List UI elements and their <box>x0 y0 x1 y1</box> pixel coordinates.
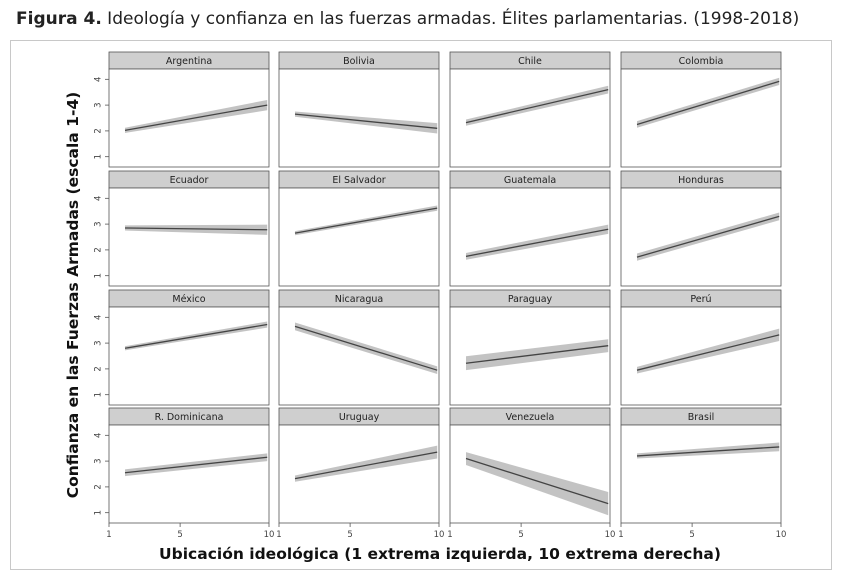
facet-strip-label: Venezuela <box>505 412 555 423</box>
facet-brasil <box>618 408 786 540</box>
facet-guatemala <box>450 171 610 286</box>
facet-strip-label: Nicaragua <box>334 294 384 305</box>
facet-r-dominicana <box>94 408 275 540</box>
facet-strip-label: Argentina <box>165 56 213 67</box>
facet-strip-label: Colombia <box>678 56 724 67</box>
figure-number: Figura 4. <box>16 9 102 29</box>
facet-chile <box>450 52 610 167</box>
facet-strip-label: El Salvador <box>332 175 386 186</box>
y-tick-label: 2 <box>93 366 104 372</box>
x-tick-label: 5 <box>689 530 695 540</box>
x-tick-label: 5 <box>347 530 353 540</box>
facet-colombia <box>621 52 781 167</box>
x-tick-label: 1 <box>276 530 282 540</box>
y-tick-label: 4 <box>93 432 104 439</box>
facet-strip-label: Paraguay <box>507 294 553 305</box>
facet-el-salvador <box>279 171 439 286</box>
y-tick-label: 3 <box>93 458 104 464</box>
x-tick-label: 1 <box>106 530 112 540</box>
facet-strip-label: R. Dominicana <box>154 412 224 423</box>
facet-strip-label: Honduras <box>678 175 724 186</box>
y-tick-label: 4 <box>93 195 104 202</box>
x-tick-label: 5 <box>518 530 524 540</box>
facet-strip-label: Bolivia <box>343 56 375 67</box>
x-axis-label: Ubicación ideológica (1 extrema izquierda, 10 extrema derecha) <box>159 545 721 563</box>
facet-strip-label: Brasil <box>687 412 715 423</box>
facet-méxico <box>94 290 270 405</box>
facet-strip-label: México <box>172 294 206 305</box>
y-tick-label: 4 <box>93 314 104 321</box>
x-tick-label: 10 <box>433 530 445 540</box>
y-tick-label: 1 <box>93 272 104 279</box>
facet-strip-label: Uruguay <box>338 412 380 423</box>
facet-nicaragua <box>279 290 439 405</box>
facet-plot-area <box>109 188 269 286</box>
y-tick-label: 4 <box>93 76 104 83</box>
x-tick-label: 10 <box>604 530 616 540</box>
facet-venezuela <box>447 408 615 540</box>
x-tick-label: 10 <box>263 530 275 540</box>
y-tick-label: 3 <box>93 340 104 346</box>
x-tick-label: 10 <box>775 530 787 540</box>
y-tick-label: 2 <box>93 247 104 253</box>
facet-strip-label: Ecuador <box>169 175 209 186</box>
figure-caption: Ideología y confianza en las fuerzas armadas. Élites parlamentarias. (1998-2018) <box>101 9 800 29</box>
facet-plot-area <box>109 307 269 405</box>
facet-honduras <box>621 171 781 286</box>
facet-bolivia <box>279 52 439 167</box>
y-tick-label: 1 <box>93 391 104 398</box>
facet-strip-label: Chile <box>518 56 542 67</box>
y-tick-label: 1 <box>93 509 104 516</box>
facet-ecuador <box>94 171 270 286</box>
facet-plot-area <box>621 69 781 167</box>
facet-argentina <box>94 52 270 167</box>
facet-uruguay <box>276 408 444 540</box>
facet-strip-label: Perú <box>690 294 712 305</box>
facet-plot-area <box>621 425 781 523</box>
y-tick-label: 3 <box>93 221 104 227</box>
y-tick-label: 1 <box>93 153 104 160</box>
x-tick-label: 1 <box>618 530 624 540</box>
facet-plot-area <box>279 307 439 405</box>
facet-panels <box>94 52 787 540</box>
x-tick-label: 5 <box>177 530 183 540</box>
facet-strip-label: Guatemala <box>503 175 557 186</box>
y-tick-label: 2 <box>93 128 104 134</box>
y-axis-label: Confianza en las Fuerzas Armadas (escala 1-4) <box>64 91 82 499</box>
y-tick-label: 3 <box>93 102 104 108</box>
facet-paraguay <box>450 290 610 405</box>
facet-perú <box>621 290 781 405</box>
y-tick-label: 2 <box>93 484 104 490</box>
facet-plot-area <box>279 188 439 286</box>
x-tick-label: 1 <box>447 530 453 540</box>
